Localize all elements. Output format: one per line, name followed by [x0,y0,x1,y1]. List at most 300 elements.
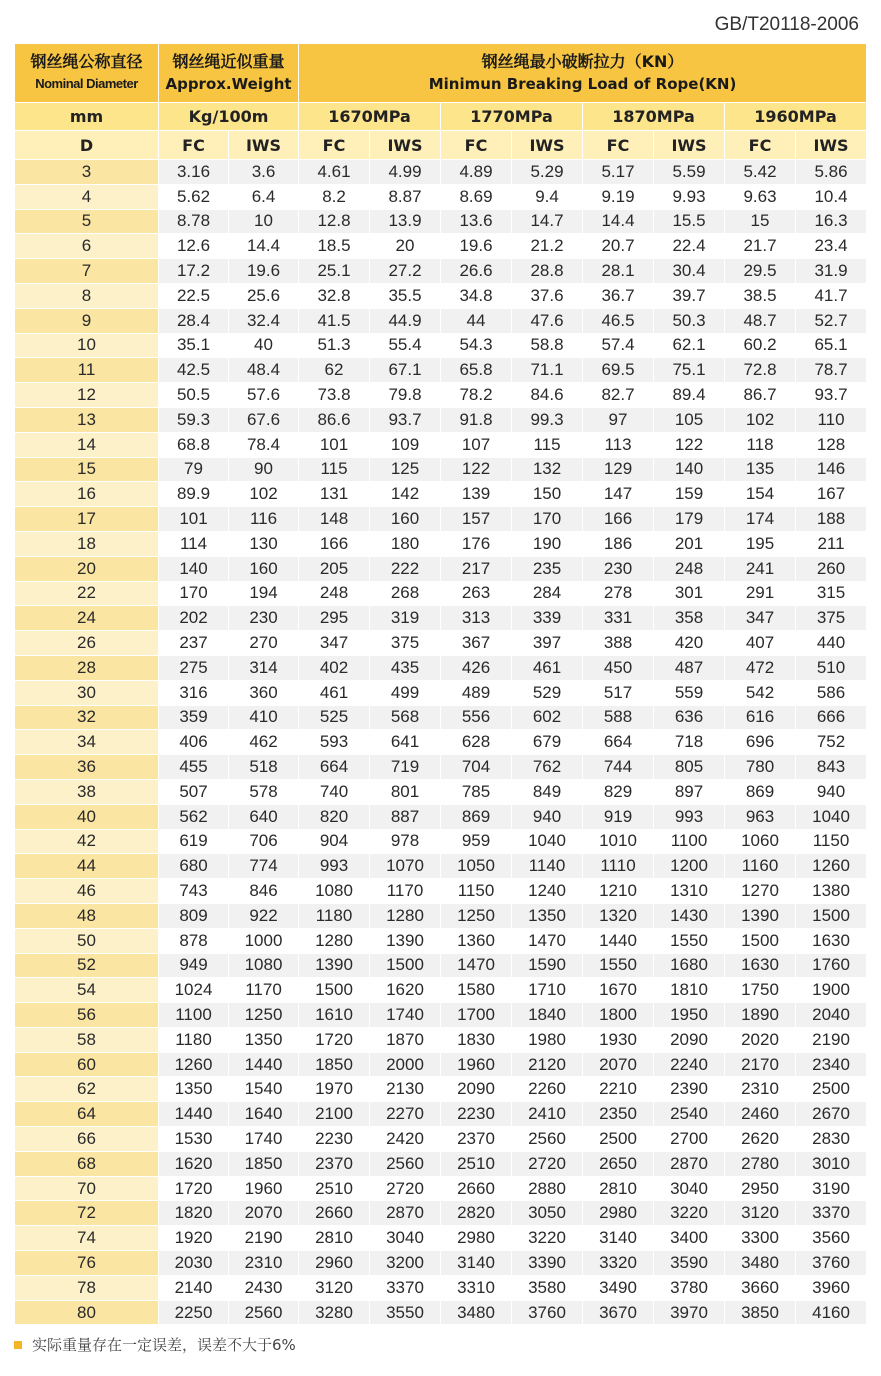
value-cell: 1310 [654,879,725,904]
value-cell: 578 [229,779,299,804]
value-cell: 1350 [512,903,583,928]
diameter-cell: 13 [15,407,159,432]
grade-1960: 1960MPa [725,103,867,131]
value-cell: 664 [299,755,370,780]
value-cell: 69.5 [583,358,654,383]
value-cell: 455 [159,755,229,780]
value-cell: 78.4 [229,432,299,457]
value-cell: 1240 [512,879,583,904]
value-cell: 41.5 [299,308,370,333]
fc-label: FC [159,131,229,160]
value-cell: 1440 [159,1102,229,1127]
value-cell: 301 [654,581,725,606]
value-cell: 1550 [583,953,654,978]
diameter-cell: 76 [15,1251,159,1276]
fc-label: FC [299,131,370,160]
value-cell: 3310 [441,1275,512,1300]
value-cell: 3370 [796,1201,867,1226]
value-cell: 507 [159,779,229,804]
table-row [15,829,867,854]
value-cell: 109 [370,432,441,457]
value-cell: 339 [512,606,583,631]
value-cell: 2100 [299,1102,370,1127]
value-cell: 1900 [796,978,867,1003]
value-cell: 10 [229,209,299,234]
value-cell: 75.1 [654,358,725,383]
value-cell: 1740 [229,1127,299,1152]
value-cell: 102 [229,482,299,507]
value-cell: 347 [299,631,370,656]
value-cell: 8.87 [370,184,441,209]
table-row [15,606,867,631]
value-cell: 869 [441,804,512,829]
value-cell: 8.69 [441,184,512,209]
value-cell: 248 [299,581,370,606]
value-cell: 132 [512,457,583,482]
value-cell: 79 [159,457,229,482]
value-cell: 1280 [370,903,441,928]
value-cell: 809 [159,903,229,928]
value-cell: 619 [159,829,229,854]
value-cell: 116 [229,507,299,532]
value-cell: 1620 [159,1151,229,1176]
value-cell: 435 [370,655,441,680]
value-cell: 110 [796,407,867,432]
value-cell: 1720 [299,1027,370,1052]
value-cell: 3320 [583,1251,654,1276]
value-cell: 60.2 [725,333,796,358]
weight-header-en: Approx.Weight [165,75,292,93]
value-cell: 20 [370,234,441,259]
diameter-cell: 40 [15,804,159,829]
grade-1670: 1670MPa [299,103,441,131]
table-row [15,1052,867,1077]
value-cell: 744 [583,755,654,780]
value-cell: 188 [796,507,867,532]
table-row [15,928,867,953]
value-cell: 6.4 [229,184,299,209]
value-cell: 5.42 [725,160,796,185]
table-row [15,160,867,185]
value-cell: 46.5 [583,308,654,333]
diameter-cell: 30 [15,680,159,705]
value-cell: 1360 [441,928,512,953]
diameter-cell: 78 [15,1275,159,1300]
value-cell: 450 [583,655,654,680]
value-cell: 510 [796,655,867,680]
weight-header-cn: 钢丝绳近似重量 [172,52,285,71]
value-cell: 2810 [583,1176,654,1201]
value-cell: 67.6 [229,407,299,432]
value-cell: 13.9 [370,209,441,234]
table-row [15,556,867,581]
value-cell: 1050 [441,854,512,879]
diameter-cell: 12 [15,383,159,408]
weight-tolerance-note [14,1334,296,1355]
value-cell: 25.1 [299,259,370,284]
table-row [15,1102,867,1127]
diameter-cell: 28 [15,655,159,680]
value-cell: 2190 [796,1027,867,1052]
value-cell: 2230 [441,1102,512,1127]
value-cell: 3140 [583,1226,654,1251]
value-cell: 887 [370,804,441,829]
value-cell: 2230 [299,1127,370,1152]
value-cell: 2340 [796,1052,867,1077]
table-row [15,1003,867,1028]
value-cell: 40 [229,333,299,358]
value-cell: 1590 [512,953,583,978]
value-cell: 1060 [725,829,796,854]
value-cell: 17.2 [159,259,229,284]
value-cell: 1170 [370,879,441,904]
iws-label: IWS [654,131,725,160]
value-cell: 410 [229,705,299,730]
value-cell: 1500 [370,953,441,978]
grade-1870: 1870MPa [583,103,725,131]
table-row [15,283,867,308]
value-cell: 190 [512,531,583,556]
value-cell: 1530 [159,1127,229,1152]
table-row [15,531,867,556]
value-cell: 3760 [796,1251,867,1276]
value-cell: 2350 [583,1102,654,1127]
value-cell: 2700 [654,1127,725,1152]
value-cell: 230 [583,556,654,581]
table-row [15,482,867,507]
value-cell: 542 [725,680,796,705]
value-cell: 101 [159,507,229,532]
value-cell: 2090 [441,1077,512,1102]
value-cell: 3220 [512,1226,583,1251]
value-cell: 3200 [370,1251,441,1276]
value-cell: 270 [229,631,299,656]
value-cell: 367 [441,631,512,656]
value-cell: 743 [159,879,229,904]
value-cell: 2270 [370,1102,441,1127]
unit-mm: mm [15,103,159,131]
value-cell: 1380 [796,879,867,904]
value-cell: 2190 [229,1226,299,1251]
value-cell: 237 [159,631,229,656]
value-cell: 146 [796,457,867,482]
value-cell: 1160 [725,854,796,879]
value-cell: 3490 [583,1275,654,1300]
value-cell: 99.3 [512,407,583,432]
value-cell: 1280 [299,928,370,953]
value-cell: 3480 [725,1251,796,1276]
value-cell: 14.4 [229,234,299,259]
value-cell: 131 [299,482,370,507]
diameter-cell: 60 [15,1052,159,1077]
value-cell: 2820 [441,1201,512,1226]
table-row [15,631,867,656]
value-cell: 28.4 [159,308,229,333]
table-row [15,1127,867,1152]
value-cell: 664 [583,730,654,755]
value-cell: 122 [441,457,512,482]
value-cell: 2370 [441,1127,512,1152]
value-cell: 129 [583,457,654,482]
value-cell: 148 [299,507,370,532]
value-cell: 897 [654,779,725,804]
value-cell: 84.6 [512,383,583,408]
table-row [15,680,867,705]
value-cell: 2240 [654,1052,725,1077]
load-header [299,44,867,103]
value-cell: 8.2 [299,184,370,209]
value-cell: 3040 [654,1176,725,1201]
value-cell: 27.2 [370,259,441,284]
value-cell: 774 [229,854,299,879]
value-cell: 2410 [512,1102,583,1127]
value-cell: 89.9 [159,482,229,507]
value-cell: 1960 [441,1052,512,1077]
value-cell: 1010 [583,829,654,854]
value-cell: 406 [159,730,229,755]
diameter-cell: 20 [15,556,159,581]
value-cell: 179 [654,507,725,532]
value-cell: 3960 [796,1275,867,1300]
value-cell: 2030 [159,1251,229,1276]
value-cell: 26.6 [441,259,512,284]
value-cell: 44.9 [370,308,441,333]
value-cell: 3850 [725,1300,796,1325]
value-cell: 2660 [299,1201,370,1226]
diameter-cell: 3 [15,160,159,185]
value-cell: 31.9 [796,259,867,284]
table-row [15,407,867,432]
diameter-cell: 8 [15,283,159,308]
table-row [15,457,867,482]
value-cell: 529 [512,680,583,705]
value-cell: 1840 [512,1003,583,1028]
value-cell: 1140 [512,854,583,879]
value-cell: 2460 [725,1102,796,1127]
value-cell: 58.8 [512,333,583,358]
value-cell: 1500 [796,903,867,928]
value-cell: 105 [654,407,725,432]
value-cell: 3660 [725,1275,796,1300]
value-cell: 360 [229,680,299,705]
value-cell: 331 [583,606,654,631]
value-cell: 2560 [512,1127,583,1152]
value-cell: 2510 [299,1176,370,1201]
weight-header [159,44,299,103]
bullet-square-icon [14,1341,22,1349]
value-cell: 48.7 [725,308,796,333]
value-cell: 1250 [229,1003,299,1028]
value-cell: 1810 [654,978,725,1003]
value-cell: 2260 [512,1077,583,1102]
value-cell: 2170 [725,1052,796,1077]
value-cell: 2720 [512,1151,583,1176]
value-cell: 878 [159,928,229,953]
value-cell: 704 [441,755,512,780]
table-row [15,953,867,978]
value-cell: 113 [583,432,654,457]
value-cell: 375 [796,606,867,631]
table-body [15,160,867,1325]
value-cell: 993 [299,854,370,879]
value-cell: 2070 [229,1201,299,1226]
value-cell: 1630 [725,953,796,978]
value-cell: 666 [796,705,867,730]
value-cell: 278 [583,581,654,606]
value-cell: 62.1 [654,333,725,358]
diameter-cell: 34 [15,730,159,755]
value-cell: 57.4 [583,333,654,358]
value-cell: 5.59 [654,160,725,185]
value-cell: 388 [583,631,654,656]
diameter-cell: 46 [15,879,159,904]
value-cell: 922 [229,903,299,928]
value-cell: 275 [159,655,229,680]
value-cell: 291 [725,581,796,606]
value-cell: 3.6 [229,160,299,185]
diameter-cell: 6 [15,234,159,259]
value-cell: 2780 [725,1151,796,1176]
value-cell: 940 [512,804,583,829]
diameter-cell: 7 [15,259,159,284]
value-cell: 3480 [441,1300,512,1325]
value-cell: 2430 [229,1275,299,1300]
value-cell: 62 [299,358,370,383]
value-cell: 2810 [299,1226,370,1251]
value-cell: 93.7 [370,407,441,432]
value-cell: 32.8 [299,283,370,308]
value-cell: 44 [441,308,512,333]
table-row [15,978,867,1003]
value-cell: 1150 [441,879,512,904]
value-cell: 568 [370,705,441,730]
value-cell: 2210 [583,1077,654,1102]
value-cell: 217 [441,556,512,581]
value-cell: 1980 [512,1027,583,1052]
value-cell: 115 [512,432,583,457]
value-cell: 1150 [796,829,867,854]
value-cell: 3140 [441,1251,512,1276]
value-cell: 2040 [796,1003,867,1028]
value-cell: 1260 [796,854,867,879]
value-cell: 3190 [796,1176,867,1201]
value-cell: 3040 [370,1226,441,1251]
value-cell: 157 [441,507,512,532]
value-cell: 2950 [725,1176,796,1201]
value-cell: 9.4 [512,184,583,209]
value-cell: 230 [229,606,299,631]
value-cell: 562 [159,804,229,829]
value-cell: 2620 [725,1127,796,1152]
diameter-header [15,44,159,103]
value-cell: 1100 [654,829,725,854]
value-cell: 3390 [512,1251,583,1276]
table-row [15,779,867,804]
value-cell: 499 [370,680,441,705]
value-cell: 1760 [796,953,867,978]
value-cell: 2720 [370,1176,441,1201]
value-cell: 762 [512,755,583,780]
table-row [15,581,867,606]
value-cell: 65.1 [796,333,867,358]
value-cell: 993 [654,804,725,829]
value-cell: 118 [725,432,796,457]
table-row [15,903,867,928]
value-cell: 3670 [583,1300,654,1325]
value-cell: 1080 [229,953,299,978]
value-cell: 963 [725,804,796,829]
value-cell: 3220 [654,1201,725,1226]
value-cell: 167 [796,482,867,507]
value-cell: 115 [299,457,370,482]
diameter-cell: 70 [15,1176,159,1201]
value-cell: 3550 [370,1300,441,1325]
value-cell: 588 [583,705,654,730]
value-cell: 586 [796,680,867,705]
value-cell: 4.99 [370,160,441,185]
value-cell: 114 [159,531,229,556]
value-cell: 1950 [654,1003,725,1028]
value-cell: 2020 [725,1027,796,1052]
value-cell: 20.7 [583,234,654,259]
diameter-cell: 44 [15,854,159,879]
value-cell: 47.6 [512,308,583,333]
value-cell: 1960 [229,1176,299,1201]
value-cell: 91.8 [441,407,512,432]
value-cell: 752 [796,730,867,755]
value-cell: 1470 [441,953,512,978]
value-cell: 1620 [370,978,441,1003]
value-cell: 1440 [583,928,654,953]
value-cell: 3400 [654,1226,725,1251]
value-cell: 375 [370,631,441,656]
value-cell: 12.8 [299,209,370,234]
value-cell: 97 [583,407,654,432]
value-cell: 2670 [796,1102,867,1127]
value-cell: 1540 [229,1077,299,1102]
table-row [15,730,867,755]
value-cell: 919 [583,804,654,829]
value-cell: 1430 [654,903,725,928]
value-cell: 5.86 [796,160,867,185]
value-cell: 2980 [583,1201,654,1226]
value-cell: 50.5 [159,383,229,408]
value-cell: 14.4 [583,209,654,234]
diameter-cell: 26 [15,631,159,656]
iws-label: IWS [796,131,867,160]
diameter-cell: 72 [15,1201,159,1226]
value-cell: 30.4 [654,259,725,284]
value-cell: 140 [159,556,229,581]
value-cell: 2980 [441,1226,512,1251]
value-cell: 142 [370,482,441,507]
value-cell: 55.4 [370,333,441,358]
table-row [15,755,867,780]
value-cell: 18.5 [299,234,370,259]
value-cell: 130 [229,531,299,556]
value-cell: 1970 [299,1077,370,1102]
value-cell: 1850 [229,1151,299,1176]
table-row [15,1027,867,1052]
value-cell: 641 [370,730,441,755]
value-cell: 636 [654,705,725,730]
value-cell: 679 [512,730,583,755]
value-cell: 51.3 [299,333,370,358]
value-cell: 1720 [159,1176,229,1201]
value-cell: 37.6 [512,283,583,308]
diameter-cell: 58 [15,1027,159,1052]
value-cell: 2560 [229,1300,299,1325]
